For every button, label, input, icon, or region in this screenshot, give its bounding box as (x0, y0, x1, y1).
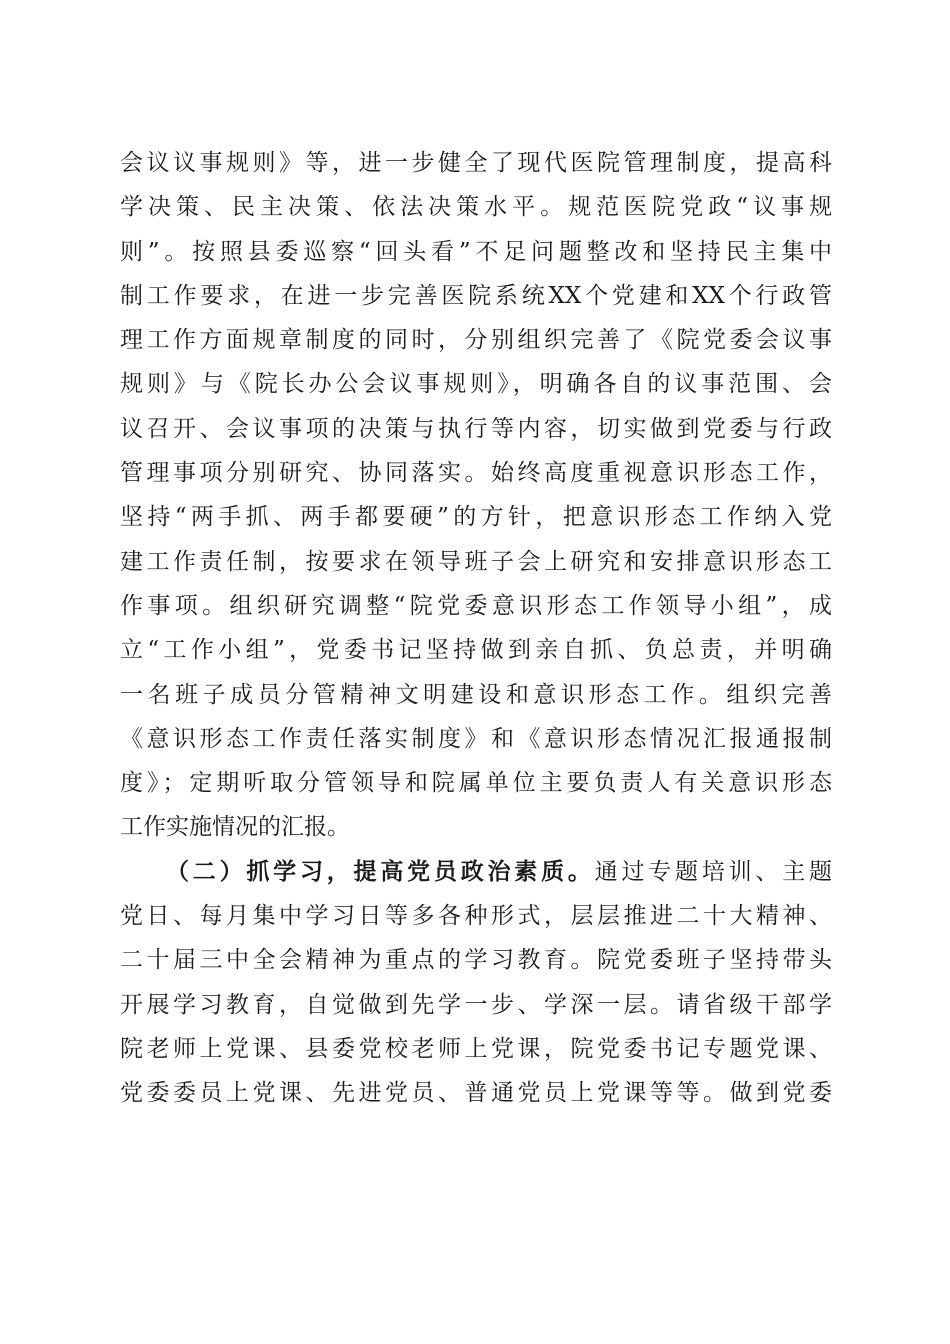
paragraph-first-line (120, 850, 832, 894)
text-line: 立“工作小组”，党委书记坚持做到亲自抓、负总责，并明确 (120, 637, 832, 664)
body-text (120, 141, 832, 1116)
text-line: 党委委员上党课、先进党员、普通党员上党课等等。做到党委 (120, 1080, 832, 1107)
text-line: 会议议事规则》等，进一步健全了现代医院管理制度，提高科 (120, 150, 832, 176)
text-line: 度》；定期听取分管领导和院属单位主要负责人有关意识形态 (120, 770, 832, 797)
text-line: 则”。按照县委巡察“回头看”不足问题整改和坚持民主集中 (120, 238, 832, 265)
section-heading: （二）抓学习，提高党员政治素质。 (166, 857, 595, 885)
text-line: 建工作责任制，按要求在领导班子会上研究和安排意识形态工 (120, 548, 832, 575)
text-line: 学决策、民主决策、依法决策水平。规范医院党政“议事规 (120, 194, 832, 221)
text-line: 制工作要求，在进一步完善医院系统XX个党建和XX个行政管 (120, 282, 832, 309)
text-line: 管理事项分别研究、协同落实。始终高度重视意识形态工作， (120, 460, 832, 487)
text-line: 二十届三中全会精神为重点的学习教育。院党委班子坚持带头 (120, 947, 832, 974)
text-line: 议召开、会议事项的决策与执行等内容，切实做到党委与行政 (120, 415, 832, 442)
text-line: 开展学习教育，自觉做到先学一步、学深一层。请省级干部学 (120, 991, 832, 1018)
text-fragment: 通过专题培训、主题 (594, 858, 832, 885)
text-line: 《意识形态工作责任落实制度》和《意识形态情况汇报通报制 (120, 725, 832, 752)
text-line: 党日、每月集中学习日等多各种形式，层层推进二十大精神、 (120, 903, 832, 930)
text-line: 一名班子成员分管精神文明建设和意识形态工作。组织完善 (120, 681, 832, 708)
text-line: 理工作方面规章制度的同时，分别组织完善了《院党委会议事 (120, 327, 832, 354)
text-line: 院老师上党课、县委党校老师上党课，院党委书记专题党课、 (120, 1035, 832, 1062)
text-line: 作事项。组织研究调整“院党委意识形态工作领导小组”，成 (120, 592, 832, 619)
text-line: 工作实施情况的汇报。 (120, 814, 350, 841)
text-line: 规则》与《院长办公会议事规则》，明确各自的议事范围、会 (120, 371, 832, 398)
text-line: 坚持“两手抓、两手都要硬”的方针，把意识形态工作纳入党 (120, 504, 832, 531)
